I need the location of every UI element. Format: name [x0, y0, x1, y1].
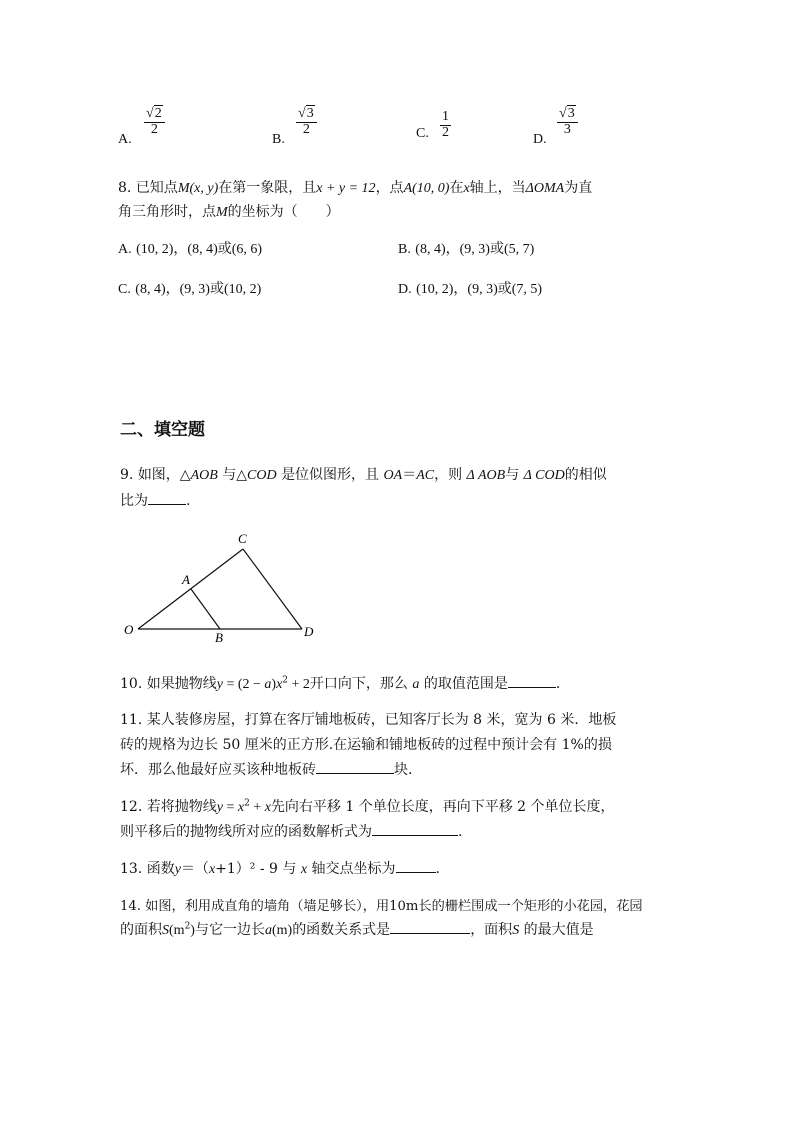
q10-x: x [276, 677, 283, 692]
q12-x2: x [264, 800, 271, 815]
q8-b-or: 或 [489, 241, 504, 257]
question-8-line-2 [118, 201, 340, 221]
q8-a-point-1: (10, 2) [136, 242, 174, 257]
q13-number: 13. [120, 861, 143, 877]
question-9-line-1 [120, 464, 607, 484]
segment-cd [243, 549, 302, 629]
q9-text-6: 的相似 [564, 467, 607, 483]
q7-a-den: 2 [144, 122, 165, 137]
q14-text-2: 与它一边长 [194, 922, 265, 938]
q9-text-5: 与 [505, 467, 520, 483]
q8-line2-text-2: 的坐标为（ ） [227, 204, 340, 220]
q13-text-2: ＝（ [180, 861, 209, 877]
q8-a-point-2: (8, 4) [187, 242, 218, 257]
q14-unit2: (m) [271, 923, 293, 938]
q9-text-3: 是位似图形，且 [281, 467, 380, 483]
q8-d-point-1: (10, 2) [416, 282, 454, 297]
q12-sup: 2 [244, 798, 250, 809]
q10-y: y [216, 677, 223, 692]
q9-oa: OA [383, 468, 403, 483]
q8-c-point-3: (10, 2) [223, 282, 262, 297]
q8-triangle: ΔOMA [525, 181, 565, 196]
q11-end: 块. [394, 762, 413, 778]
q10-sup: 2 [282, 675, 289, 686]
q14-text-1: 的面积 [120, 922, 162, 938]
q8-text-2: 在第一象限，且 [218, 180, 317, 196]
q14-s: S [162, 923, 169, 938]
q8-a-sep: ， [173, 241, 188, 257]
q8-equation: x + y = 12 [316, 181, 376, 196]
q13-x2: x [300, 862, 308, 877]
q12-answer-blank[interactable] [372, 823, 458, 836]
label-b: B [215, 630, 223, 645]
q8-a-or: 或 [217, 241, 232, 257]
q7-d-den: 3 [557, 122, 578, 137]
q9-delta-aob: Δ AOB [466, 468, 506, 483]
q8-option-c [118, 278, 261, 298]
q10-a: a [264, 677, 272, 692]
q10-text-1: 如果抛物线 [146, 676, 217, 692]
q10-eq: = (2 − [222, 677, 265, 692]
q8-text-3: ，点 [375, 180, 404, 196]
label-d: D [304, 624, 314, 639]
q14-unit1-close: ) [190, 923, 195, 938]
q13-text-4: 轴交点坐标为 [311, 861, 396, 877]
q7-option-b-fraction: $\frac{√3}{2}$ [296, 106, 317, 137]
q8-text-5: 轴上，当 [469, 180, 526, 196]
q10-text-2: 开口向下，那么 [309, 676, 408, 692]
q8-point-m: M(x, y) [177, 181, 219, 196]
q7-c-den: 2 [442, 125, 449, 140]
q7-c-num: 1 [442, 109, 449, 124]
question-10 [120, 673, 560, 693]
q8-point-a: A(10, 0) [403, 181, 450, 196]
q12-y: y [216, 800, 223, 815]
q9-text-1: 如图，△ [137, 467, 191, 483]
q14-text-3: 的函数关系式是 [292, 922, 391, 938]
q13-answer-blank[interactable] [396, 860, 436, 873]
q8-option-d [398, 278, 542, 298]
q9-text-4: ，则 [434, 467, 463, 483]
question-13 [120, 858, 440, 878]
question-11-line-2: 砖的规格为边长 50 厘米的正方形.在运输和铺地板砖的过程中预计会有 1%的损 [120, 737, 612, 753]
q7-option-a-label: A. [118, 132, 132, 147]
q8-d-point-3: (7, 5) [511, 282, 543, 297]
question-14-line-2 [120, 919, 594, 939]
q8-option-a-label: A. [118, 242, 132, 257]
q10-number: 10. [120, 676, 143, 692]
q10-answer-blank[interactable] [508, 675, 556, 688]
q11-answer-blank[interactable] [316, 761, 394, 774]
q8-number: 8. [118, 180, 132, 196]
q10-close: ) [271, 677, 277, 692]
q14-s2: S [512, 923, 520, 938]
q13-x: x [208, 862, 216, 877]
q8-a-point-3: (6, 6) [231, 242, 263, 257]
q12-text-2: 先向右平移 1 个单位长度，再向下平移 2 个单位长度， [270, 799, 615, 815]
q8-text-4: 在 [449, 180, 464, 196]
q9-line2-text: 比为 [120, 493, 148, 509]
label-a: A [182, 572, 190, 587]
q12-line2-text: 则平移后的抛物线所对应的函数解析式为 [120, 824, 372, 840]
section-title: 二、填空题 [120, 420, 205, 440]
q14-a: a [264, 923, 272, 938]
q9-eq: ＝ [402, 467, 417, 483]
q8-text-6: 为直 [564, 180, 593, 196]
q7-option-d-label: D. [533, 132, 547, 147]
q13-y: y [174, 862, 181, 877]
q12-number: 12. [120, 799, 143, 815]
q8-b-point-1: (8, 4) [415, 242, 446, 257]
q14-text-5: 的最大值是 [523, 922, 594, 938]
q9-text-2: 与△ [222, 467, 248, 483]
q9-number: 9. [120, 467, 134, 483]
q7-b-den: 2 [296, 122, 317, 137]
q8-option-b [398, 238, 534, 258]
q9-ac: AC [416, 468, 435, 483]
question-8-line-1 [118, 177, 592, 197]
q12-eq: = [222, 800, 238, 815]
q8-d-or: 或 [497, 281, 512, 297]
q13-text-3: +1）² - 9 与 [215, 861, 297, 877]
q8-text-1: 已知点 [135, 180, 178, 196]
q8-c-point-1: (8, 4) [135, 282, 166, 297]
q8-option-a [118, 238, 262, 258]
q10-tail: + 2 [288, 677, 310, 692]
q8-x-var: x [463, 181, 470, 196]
q8-option-c-label: C. [118, 282, 131, 297]
q10-end: . [555, 676, 561, 692]
similarity-figure [120, 528, 330, 646]
q13-text-1: 函数 [146, 861, 175, 877]
q8-option-b-label: B. [398, 242, 411, 257]
q8-m-var: M [216, 205, 228, 220]
q8-b-sep: ， [445, 241, 460, 257]
q9-cod: COD [247, 468, 277, 483]
q9-aob: AOB [190, 468, 218, 483]
question-14-line-1: 14. 如图，利用成直角的墙角（墙足够长），用10m长的栅栏围成一个矩形的小花园，花园 [120, 899, 643, 914]
q12-plus: + [249, 800, 265, 815]
q12-x: x [237, 800, 245, 815]
q8-line2-text-1: 角三角形时，点 [118, 204, 216, 220]
q14-text-4: ，面积 [470, 922, 513, 938]
q8-b-point-2: (9, 3) [459, 242, 490, 257]
q8-c-or: 或 [209, 281, 224, 297]
q14-unit1-sup: 2 [184, 921, 191, 932]
q8-c-point-2: (9, 3) [179, 282, 210, 297]
q8-option-d-label: D. [398, 282, 412, 297]
q8-d-point-2: (9, 3) [467, 282, 498, 297]
q7-option-a-fraction: $\frac{√2}{2}$ [144, 106, 165, 137]
q7-option-d-fraction: $\frac{√3}{3}$ [557, 106, 578, 137]
q10-a-var: a [412, 677, 420, 692]
question-11-line-3 [120, 759, 412, 779]
q8-d-sep: ， [453, 281, 468, 297]
q12-end: . [458, 824, 463, 840]
q11-line3-text: 坏．那么他最好应买该种地板砖 [120, 762, 316, 778]
question-12-line-2 [120, 821, 462, 841]
q9-answer-blank[interactable] [148, 492, 186, 505]
q10-text-3: 的取值范围是 [423, 676, 508, 692]
segment-oc [138, 549, 243, 629]
q9-end: . [186, 493, 191, 509]
q7-option-b-label: B. [272, 132, 285, 147]
label-c: C [238, 531, 247, 546]
label-o: O [124, 622, 134, 637]
q7-b-num: 3 [306, 106, 314, 121]
q7-option-c-label: C. [416, 126, 429, 141]
segment-ab [191, 589, 220, 629]
q12-text-1: 若将抛物线 [146, 799, 217, 815]
q13-end: . [435, 861, 440, 877]
q8-b-point-3: (5, 7) [503, 242, 535, 257]
question-12-line-1 [120, 796, 615, 816]
q7-a-num: 2 [154, 106, 162, 121]
question-9-line-2 [120, 490, 190, 510]
q9-delta-cod: Δ COD [523, 468, 565, 483]
q8-c-sep: ， [165, 281, 180, 297]
question-11-line-1: 11. 某人装修房屋，打算在客厅铺地板砖，已知客厅长为 8 米，宽为 6 米．地板 [120, 712, 617, 728]
q14-unit1: (m [169, 923, 185, 938]
q7-option-c-fraction [440, 109, 451, 140]
q7-d-num: 3 [567, 106, 575, 121]
q14-answer-blank-1[interactable] [390, 921, 470, 934]
